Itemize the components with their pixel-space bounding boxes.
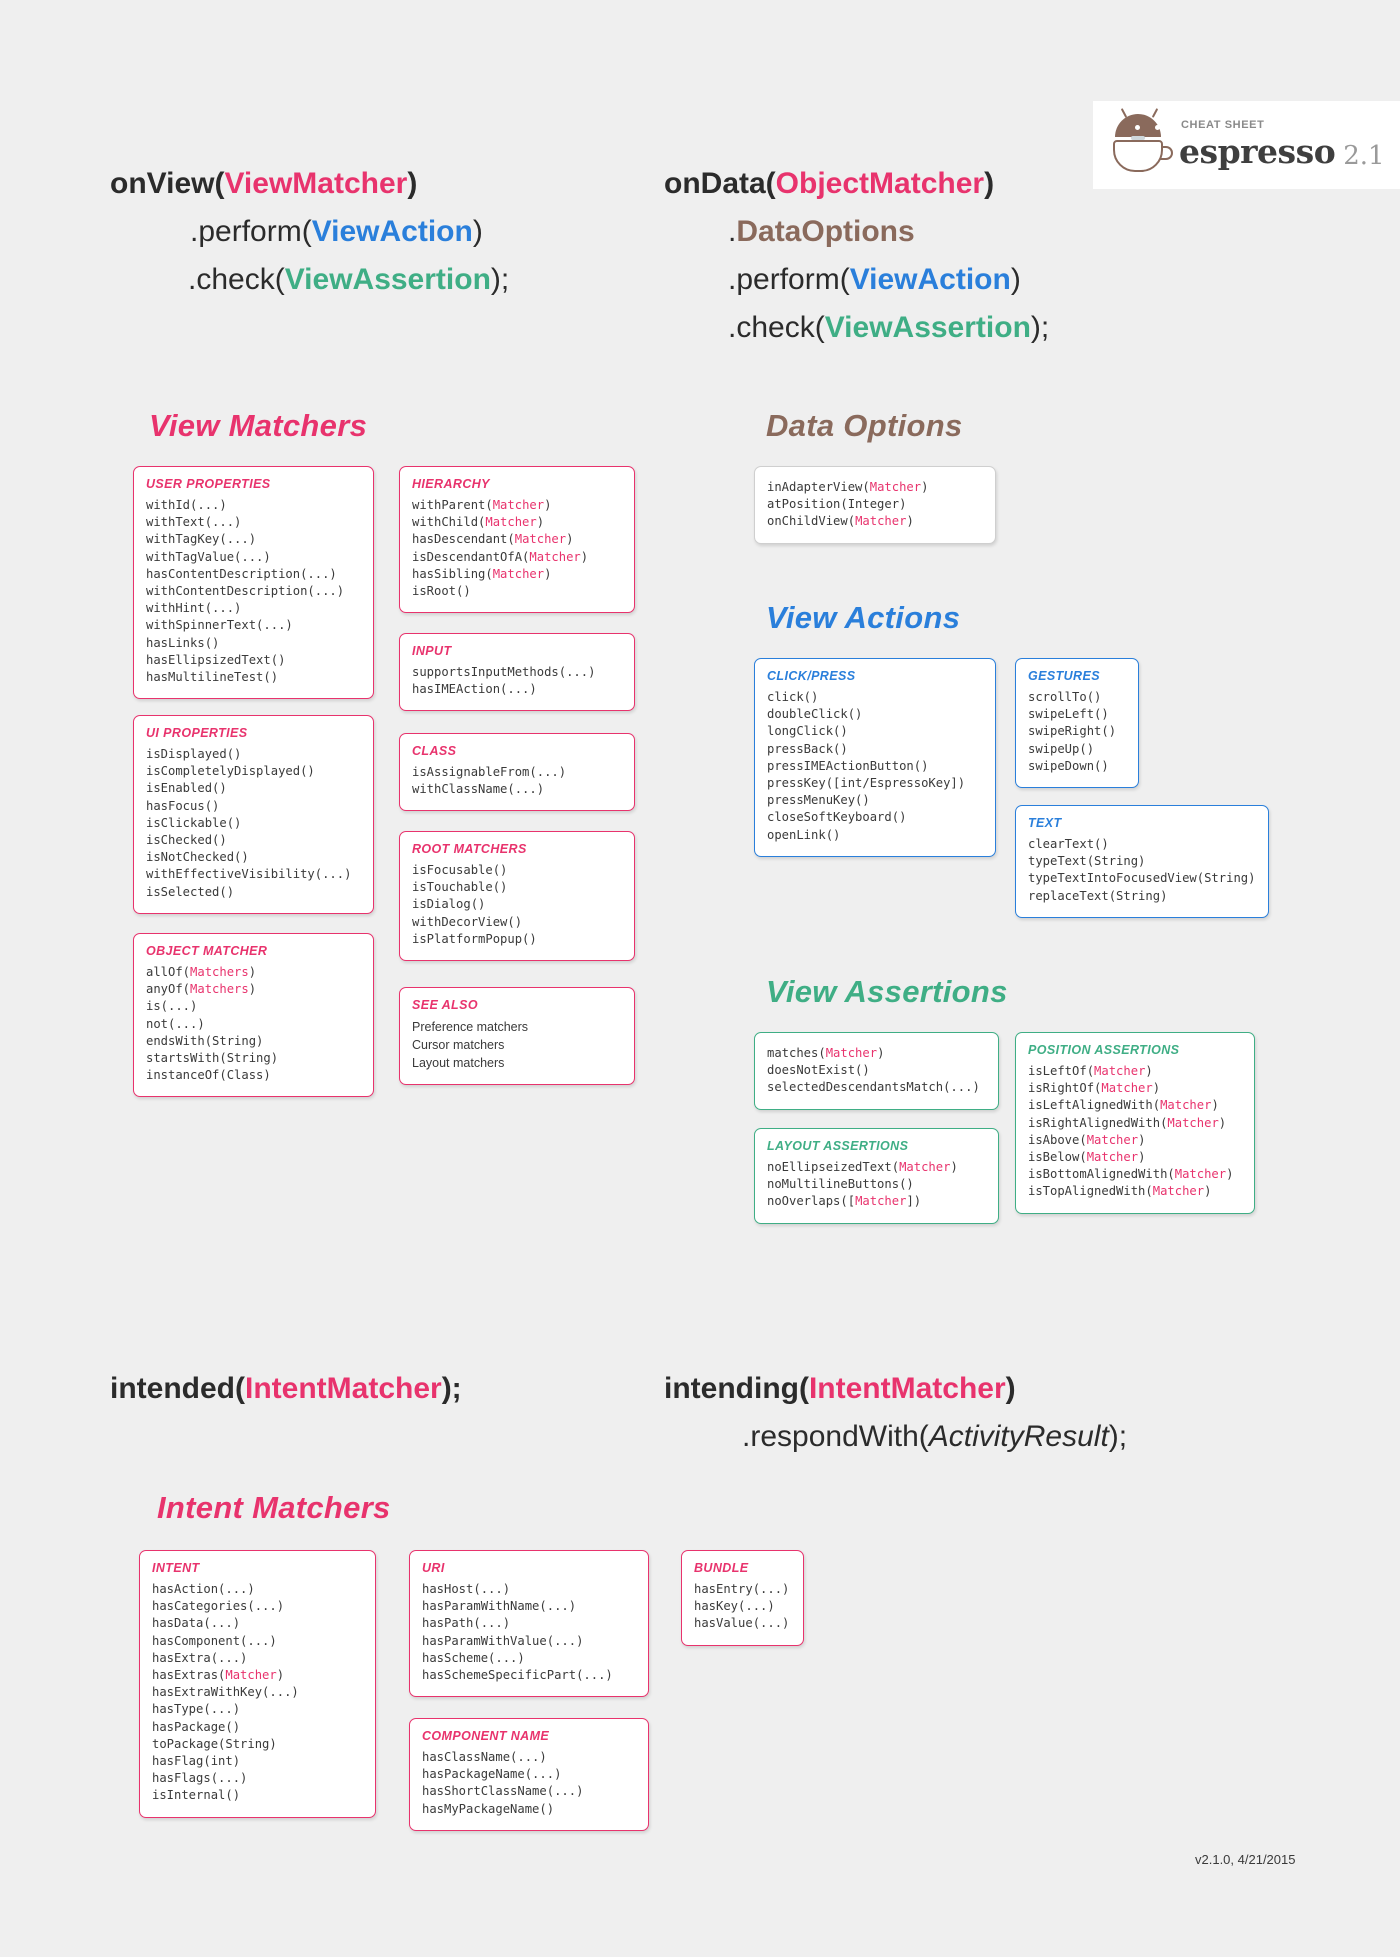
list-item: isLeftOf(Matcher) — [1028, 1064, 1153, 1078]
list-item: hasSibling(Matcher) — [412, 566, 552, 581]
ondata-l2-a: . — [728, 215, 737, 248]
card-title: GESTURES — [1028, 669, 1100, 683]
list-item: isDialog() — [412, 897, 486, 912]
list-item: hasExtras(Matcher) — [152, 1668, 285, 1683]
list-item: hasMultilineTest() — [146, 670, 279, 685]
list-item: isRightAlignedWith(Matcher) — [1028, 1115, 1227, 1130]
card-title: HIERARCHY — [412, 477, 490, 491]
list-item: doesNotExist() — [767, 1063, 870, 1078]
list-item: hasParamWithName(...) — [422, 1599, 577, 1614]
list-item: is(...) — [146, 999, 198, 1014]
list-item: isFocusable() — [412, 863, 508, 877]
list-item: Layout matchers — [412, 1056, 505, 1070]
card-list — [412, 664, 622, 698]
card-component-name — [409, 1718, 649, 1831]
list-item: hasHost(...) — [422, 1582, 511, 1596]
card-title: INPUT — [412, 644, 452, 658]
list-item: clearText() — [1028, 837, 1109, 851]
card-list — [767, 689, 983, 844]
card-list — [146, 746, 361, 901]
list-item: selectedDescendantsMatch(...) — [767, 1080, 980, 1095]
card-ui-properties — [133, 715, 374, 914]
list-item: isTopAlignedWith(Matcher) — [1028, 1184, 1212, 1199]
list-item: hasPackageName(...) — [422, 1767, 562, 1782]
list-item: hasType(...) — [152, 1702, 241, 1717]
list-item: isAbove(Matcher) — [1028, 1132, 1146, 1147]
card-title: TEXT — [1028, 816, 1062, 830]
list-item: hasScheme(...) — [422, 1650, 525, 1665]
intending-l1-c: ) — [1005, 1372, 1016, 1405]
list-item: hasValue(...) — [694, 1616, 790, 1631]
ondata-l3-c: ) — [1010, 263, 1021, 296]
card-title: ROOT MATCHERS — [412, 842, 527, 856]
section-title-view-actions: View Actions — [766, 600, 961, 635]
logo-name: espresso — [1179, 132, 1336, 171]
list-item: replaceText(String) — [1028, 888, 1168, 903]
list-item: hasFocus() — [146, 798, 220, 813]
card-text — [1015, 805, 1269, 918]
list-item: matches(Matcher) — [767, 1046, 885, 1060]
list-item: startsWith(String) — [146, 1051, 279, 1066]
list-item: withClassName(...) — [412, 782, 545, 797]
list-item: allOf(Matchers) — [146, 965, 257, 979]
card-list — [412, 862, 622, 948]
card-hierarchy — [399, 466, 635, 613]
list-item: hasExtraWithKey(...) — [152, 1685, 299, 1700]
list-item: isDescendantOfA(Matcher) — [412, 549, 589, 564]
ondata-l4-b: ViewAssertion — [824, 311, 1031, 344]
list-item: noEllipseizedText(Matcher) — [767, 1160, 958, 1174]
onview-l2-b: ViewAction — [311, 215, 473, 248]
card-object-matcher — [133, 933, 374, 1097]
list-item: click() — [767, 690, 819, 704]
list-item: withChild(Matcher) — [412, 515, 545, 530]
card-intent — [139, 1550, 376, 1818]
card-list — [412, 764, 622, 798]
ondata-l1-a: onData( — [664, 167, 776, 200]
card-list — [1028, 836, 1256, 905]
list-item: instanceOf(Class) — [146, 1068, 271, 1083]
list-item: isAssignableFrom(...) — [412, 765, 567, 779]
list-item: hasAction(...) — [152, 1582, 255, 1596]
intended-l1-b: IntentMatcher — [245, 1372, 442, 1405]
list-item: hasClassName(...) — [422, 1750, 547, 1764]
card-list — [1028, 689, 1126, 775]
onview-l2-c: ) — [472, 215, 483, 248]
list-item: noMultilineButtons() — [767, 1177, 914, 1192]
card-list — [152, 1581, 363, 1805]
ondata-l2-b: DataOptions — [736, 215, 915, 248]
card-position-assertions — [1015, 1032, 1255, 1214]
list-item: supportsInputMethods(...) — [412, 665, 596, 679]
card-title: USER PROPERTIES — [146, 477, 271, 491]
section-title-intent-matchers: Intent Matchers — [157, 1490, 391, 1525]
intended-signature — [110, 1365, 462, 1413]
intended-l1-a: intended( — [110, 1372, 245, 1405]
footer-version: v2.1.0, 4/21/2015 — [1195, 1852, 1296, 1867]
card-title: URI — [422, 1561, 445, 1575]
list-item: hasIMEAction(...) — [412, 682, 537, 697]
list-item: hasPath(...) — [422, 1616, 511, 1631]
list-item: hasDescendant(Matcher) — [412, 532, 574, 547]
list-item: doubleClick() — [767, 707, 863, 722]
ondata-l4-a: .check( — [728, 311, 825, 344]
list-item: typeText(String) — [1028, 854, 1146, 869]
list-item: withSpinnerText(...) — [146, 618, 293, 633]
list-item: swipeLeft() — [1028, 707, 1109, 722]
card-bundle — [681, 1550, 804, 1646]
list-item: withDecorView() — [412, 914, 523, 929]
list-item: isTouchable() — [412, 880, 508, 895]
card-list — [694, 1581, 791, 1633]
list-item: isSelected() — [146, 884, 235, 899]
list-item: hasEllipsizedText() — [146, 652, 286, 667]
list-item: isRightOf(Matcher) — [1028, 1081, 1161, 1096]
onview-l3-a: .check( — [188, 263, 285, 296]
list-item: isChecked() — [146, 833, 227, 848]
intending-l1-a: intending( — [664, 1372, 809, 1405]
card-title: BUNDLE — [694, 1561, 749, 1575]
list-item: hasFlags(...) — [152, 1771, 248, 1786]
card-uri — [409, 1550, 649, 1697]
list-item: withEffectiveVisibility(...) — [146, 867, 352, 882]
list-item: isNotChecked() — [146, 850, 249, 865]
list-item: pressIMEActionButton() — [767, 758, 929, 773]
list-item: hasFlag(int) — [152, 1754, 241, 1769]
list-item: isCompletelyDisplayed() — [146, 764, 315, 779]
card-title: UI PROPERTIES — [146, 726, 248, 740]
list-item: hasContentDescription(...) — [146, 566, 337, 581]
card-assertions-basic — [754, 1032, 999, 1110]
list-item: scrollTo() — [1028, 690, 1102, 704]
list-item: swipeRight() — [1028, 724, 1117, 739]
list-item: isDisplayed() — [146, 747, 242, 761]
list-item: hasLinks() — [146, 635, 220, 650]
card-list — [146, 497, 361, 686]
onview-l2-a: .perform( — [190, 215, 312, 248]
card-list — [422, 1749, 636, 1818]
list-item: hasSchemeSpecificPart(...) — [422, 1668, 613, 1683]
list-item: swipeDown() — [1028, 758, 1109, 773]
list-item: withContentDescription(...) — [146, 584, 345, 599]
card-list — [412, 1018, 622, 1072]
list-item: hasEntry(...) — [694, 1582, 790, 1596]
list-item: withHint(...) — [146, 601, 242, 616]
list-item: Preference matchers — [412, 1020, 529, 1034]
section-title-data-options: Data Options — [766, 408, 963, 443]
intending-l2-a: .respondWith( — [742, 1420, 929, 1453]
onview-l1-b: ViewMatcher — [224, 167, 408, 200]
onview-l3-b: ViewAssertion — [284, 263, 491, 296]
espresso-droid-icon — [1107, 114, 1173, 176]
list-item: hasMyPackageName() — [422, 1801, 555, 1816]
list-item: onChildView(Matcher) — [767, 514, 914, 529]
card-title: COMPONENT NAME — [422, 1729, 550, 1743]
list-item: hasKey(...) — [694, 1599, 775, 1614]
onview-signature — [110, 160, 509, 304]
list-item: typeTextIntoFocusedView(String) — [1028, 871, 1256, 886]
list-item: isPlatformPopup() — [412, 931, 537, 946]
onview-l1-c: ) — [407, 167, 418, 200]
intending-l2-c: ); — [1108, 1420, 1128, 1453]
card-list — [767, 1045, 986, 1097]
ondata-l1-c: ) — [984, 167, 995, 200]
espresso-logo — [1093, 101, 1400, 189]
list-item: longClick() — [767, 724, 848, 739]
card-layout-assertions — [754, 1128, 999, 1224]
list-item: closeSoftKeyboard() — [767, 810, 907, 825]
ondata-signature — [664, 160, 1049, 352]
list-item: anyOf(Matchers) — [146, 982, 257, 997]
list-item: hasPackage() — [152, 1719, 241, 1734]
list-item: isBottomAlignedWith(Matcher) — [1028, 1167, 1234, 1182]
intending-l1-b: IntentMatcher — [808, 1372, 1006, 1405]
ondata-l3-b: ViewAction — [849, 263, 1011, 296]
list-item: pressMenuKey() — [767, 793, 870, 808]
card-click-press — [754, 658, 996, 857]
card-see-also — [399, 987, 635, 1085]
list-item: isInternal() — [152, 1788, 241, 1803]
list-item: pressBack() — [767, 741, 848, 756]
list-item: pressKey([int/EspressoKey]) — [767, 776, 966, 791]
card-class — [399, 733, 635, 811]
list-item: endsWith(String) — [146, 1033, 264, 1048]
list-item: hasShortClassName(...) — [422, 1784, 584, 1799]
card-root-matchers — [399, 831, 635, 961]
card-list — [767, 1159, 986, 1211]
list-item: withParent(Matcher) — [412, 498, 552, 512]
list-item: isLeftAlignedWith(Matcher) — [1028, 1098, 1219, 1113]
list-item: isClickable() — [146, 815, 242, 830]
onview-l3-c: ); — [490, 263, 510, 296]
ondata-l3-a: .perform( — [728, 263, 850, 296]
ondata-l4-c: ); — [1030, 311, 1050, 344]
card-data-options — [754, 466, 996, 544]
list-item: hasExtra(...) — [152, 1650, 248, 1665]
onview-l1-a: onView( — [110, 167, 225, 200]
intending-signature — [664, 1365, 1127, 1461]
card-list — [422, 1581, 636, 1684]
card-title: SEE ALSO — [412, 998, 478, 1012]
list-item: not(...) — [146, 1016, 205, 1031]
list-item: isRoot() — [412, 584, 471, 599]
ondata-l1-b: ObjectMatcher — [775, 167, 985, 200]
list-item: withText(...) — [146, 515, 242, 530]
card-user-properties — [133, 466, 374, 699]
card-gestures — [1015, 658, 1139, 788]
card-title: OBJECT MATCHER — [146, 944, 268, 958]
list-item: hasParamWithValue(...) — [422, 1633, 584, 1648]
card-title: POSITION ASSERTIONS — [1028, 1043, 1180, 1057]
list-item: noOverlaps([Matcher]) — [767, 1194, 922, 1209]
list-item: toPackage(String) — [152, 1736, 277, 1751]
list-item: openLink() — [767, 827, 841, 842]
card-list — [767, 479, 983, 531]
list-item: withTagValue(...) — [146, 549, 271, 564]
section-title-view-matchers: View Matchers — [149, 408, 368, 443]
card-title: INTENT — [152, 1561, 200, 1575]
card-list — [146, 964, 361, 1084]
card-title: CLICK/PRESS — [767, 669, 856, 683]
card-title: CLASS — [412, 744, 457, 758]
list-item: withId(...) — [146, 498, 227, 512]
list-item: isEnabled() — [146, 781, 227, 796]
list-item: withTagKey(...) — [146, 532, 257, 547]
card-title: LAYOUT ASSERTIONS — [767, 1139, 909, 1153]
card-input — [399, 633, 635, 711]
list-item: atPosition(Integer) — [767, 497, 907, 512]
intended-l1-c: ); — [441, 1372, 462, 1405]
list-item: Cursor matchers — [412, 1038, 505, 1052]
list-item: isBelow(Matcher) — [1028, 1150, 1146, 1165]
intending-l2-b: ActivityResult — [928, 1420, 1109, 1453]
cheat-sheet-label: CHEAT SHEET — [1181, 119, 1265, 131]
list-item: inAdapterView(Matcher) — [767, 480, 929, 494]
list-item: hasData(...) — [152, 1616, 241, 1631]
logo-version: 2.1 — [1343, 141, 1385, 171]
card-list — [1028, 1063, 1242, 1201]
card-list — [412, 497, 622, 600]
section-title-view-assertions: View Assertions — [766, 974, 1008, 1009]
list-item: swipeUp() — [1028, 741, 1095, 756]
list-item: hasCategories(...) — [152, 1599, 285, 1614]
list-item: hasComponent(...) — [152, 1633, 277, 1648]
